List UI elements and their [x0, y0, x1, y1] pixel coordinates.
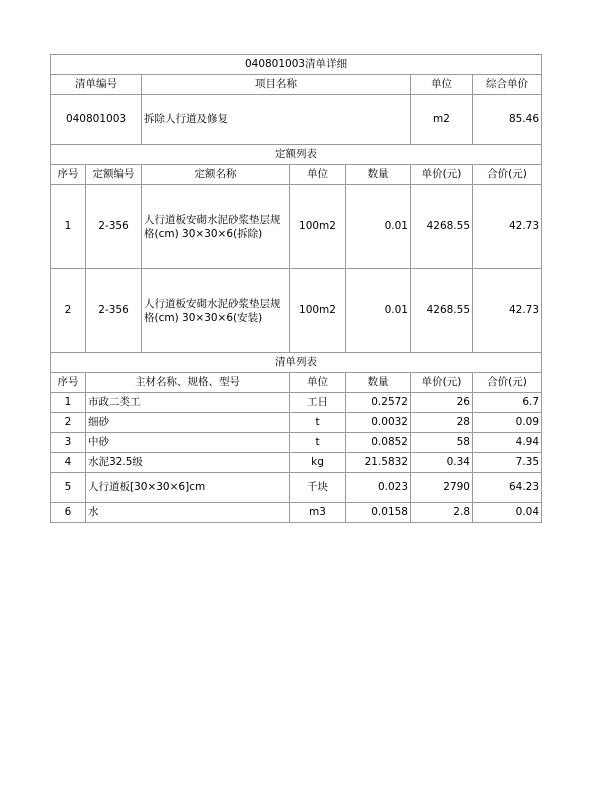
quota-code: 2-356 — [86, 185, 142, 269]
quota-unit-price: 4268.55 — [411, 269, 473, 353]
quota-name-header: 定额名称 — [142, 165, 290, 185]
material-row — [51, 413, 542, 433]
material-name: 水泥32.5级 — [86, 453, 290, 473]
material-seq: 4 — [51, 453, 86, 473]
material-row — [51, 433, 542, 453]
bill-name-header: 项目名称 — [142, 75, 411, 95]
material-name: 中砂 — [86, 433, 290, 453]
material-total: 6.7 — [473, 393, 542, 413]
bill-unit-header: 单位 — [411, 75, 473, 95]
bill-detail-sheet — [50, 54, 541, 523]
material-unit-price: 26 — [411, 393, 473, 413]
bill-unit: m2 — [411, 95, 473, 145]
material-seq: 2 — [51, 413, 86, 433]
material-unit-price: 2790 — [411, 473, 473, 503]
quota-seq: 2 — [51, 269, 86, 353]
material-unit: 工日 — [290, 393, 346, 413]
material-section-title: 清单列表 — [51, 353, 542, 373]
quota-name: 人行道板安砌水泥砂浆垫层规格(cm) 30×30×6(安装) — [142, 269, 290, 353]
material-seq-header: 序号 — [51, 373, 86, 393]
material-total: 64.23 — [473, 473, 542, 503]
material-unit: 千块 — [290, 473, 346, 503]
material-row — [51, 453, 542, 473]
quota-qty: 0.01 — [346, 269, 411, 353]
material-name: 水 — [86, 503, 290, 523]
quota-qty-header: 数量 — [346, 165, 411, 185]
material-qty: 0.0158 — [346, 503, 411, 523]
quota-name: 人行道板安砌水泥砂浆垫层规格(cm) 30×30×6(拆除) — [142, 185, 290, 269]
quota-total: 42.73 — [473, 269, 542, 353]
material-total-header: 合价(元) — [473, 373, 542, 393]
bill-detail-table — [50, 54, 542, 523]
material-qty: 0.2572 — [346, 393, 411, 413]
quota-total: 42.73 — [473, 185, 542, 269]
quota-row — [51, 185, 542, 269]
material-qty-header: 数量 — [346, 373, 411, 393]
sheet-title: 040801003清单详细 — [51, 55, 542, 75]
material-unit-price: 28 — [411, 413, 473, 433]
material-total: 0.09 — [473, 413, 542, 433]
material-seq: 6 — [51, 503, 86, 523]
quota-qty: 0.01 — [346, 185, 411, 269]
bill-code: 040801003 — [51, 95, 142, 145]
bill-price-header: 综合单价 — [473, 75, 542, 95]
material-unit: t — [290, 413, 346, 433]
quota-unit-header: 单位 — [290, 165, 346, 185]
material-header-row — [51, 373, 542, 393]
bill-row — [51, 95, 542, 145]
material-seq: 3 — [51, 433, 86, 453]
quota-header-row — [51, 165, 542, 185]
material-qty: 0.0852 — [346, 433, 411, 453]
quota-code-header: 定额编号 — [86, 165, 142, 185]
quota-unit-price-header: 单价(元) — [411, 165, 473, 185]
quota-unit: 100m2 — [290, 269, 346, 353]
material-unit: t — [290, 433, 346, 453]
material-unit-header: 单位 — [290, 373, 346, 393]
material-qty: 21.5832 — [346, 453, 411, 473]
material-row — [51, 393, 542, 413]
material-name: 市政二类工 — [86, 393, 290, 413]
material-row — [51, 473, 542, 503]
quota-seq-header: 序号 — [51, 165, 86, 185]
material-seq: 1 — [51, 393, 86, 413]
material-total: 4.94 — [473, 433, 542, 453]
material-unit-price: 58 — [411, 433, 473, 453]
material-total: 7.35 — [473, 453, 542, 473]
material-unit-price: 2.8 — [411, 503, 473, 523]
bill-header-row — [51, 75, 542, 95]
material-unit-price: 0.34 — [411, 453, 473, 473]
quota-section-title: 定额列表 — [51, 145, 542, 165]
material-row — [51, 503, 542, 523]
material-seq: 5 — [51, 473, 86, 503]
material-name: 细砂 — [86, 413, 290, 433]
quota-unit-price: 4268.55 — [411, 185, 473, 269]
quota-unit: 100m2 — [290, 185, 346, 269]
material-qty: 0.0032 — [346, 413, 411, 433]
material-unit: kg — [290, 453, 346, 473]
quota-row — [51, 269, 542, 353]
bill-price: 85.46 — [473, 95, 542, 145]
bill-name: 拆除人行道及修复 — [142, 95, 411, 145]
quota-seq: 1 — [51, 185, 86, 269]
material-unit: m3 — [290, 503, 346, 523]
material-unit-price-header: 单价(元) — [411, 373, 473, 393]
material-total: 0.04 — [473, 503, 542, 523]
bill-code-header: 清单编号 — [51, 75, 142, 95]
material-name: 人行道板[30×30×6]cm — [86, 473, 290, 503]
material-name-header: 主材名称、规格、型号 — [86, 373, 290, 393]
quota-total-header: 合价(元) — [473, 165, 542, 185]
quota-code: 2-356 — [86, 269, 142, 353]
material-qty: 0.023 — [346, 473, 411, 503]
